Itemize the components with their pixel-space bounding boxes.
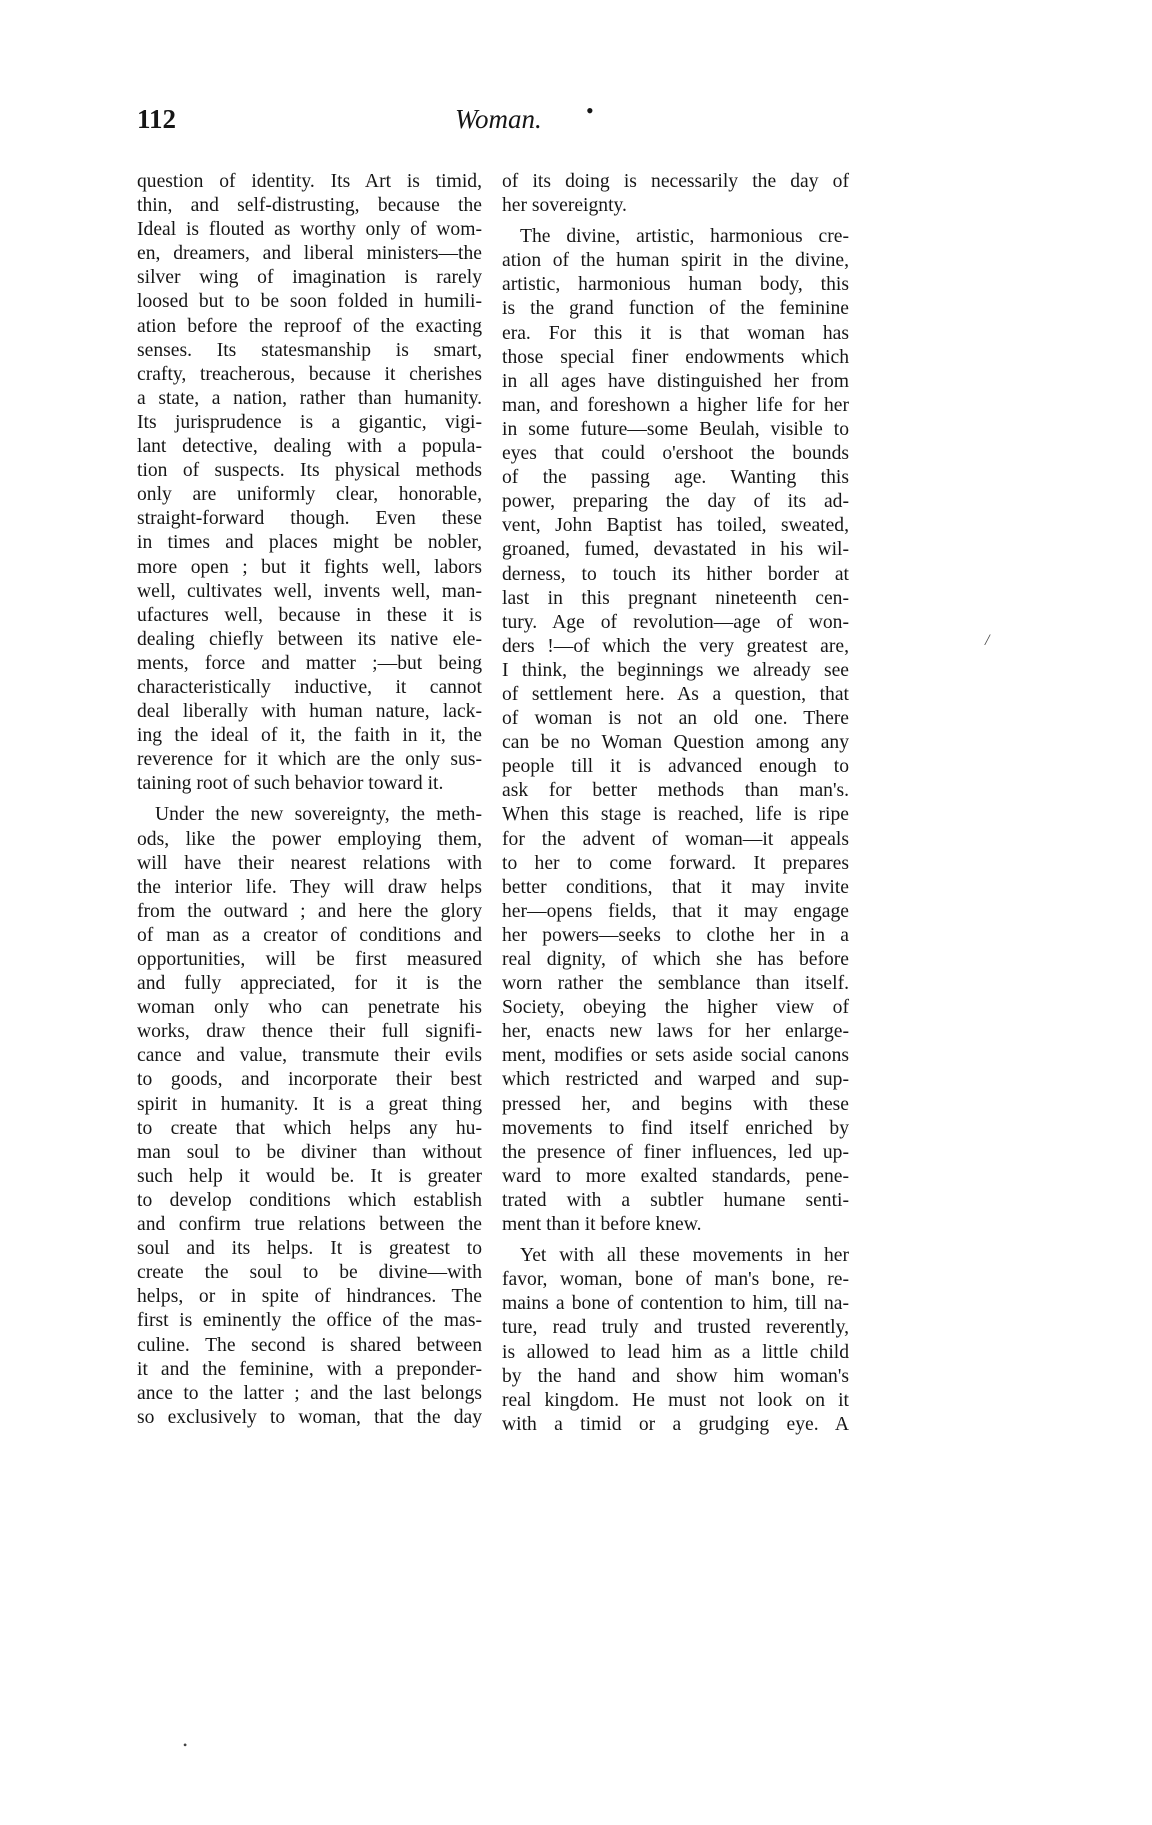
text-line: a state, a nation, rather than humanity. xyxy=(137,387,482,409)
text-line: of man as a creator of conditions and xyxy=(137,924,482,946)
paragraph xyxy=(137,803,482,1429)
text-line: spirit in humanity. It is a great thing xyxy=(137,1093,482,1115)
text-line: in all ages have distinguished her from xyxy=(502,370,849,392)
text-line: woman only who can penetrate his xyxy=(137,997,482,1019)
text-line: well, cultivates well, invents well, man- xyxy=(137,580,482,602)
paragraph-gap xyxy=(137,796,482,803)
text-line: Society, obeying the higher view of xyxy=(502,997,849,1019)
page-number: 112 xyxy=(137,104,177,134)
text-line: helps, or in spite of hindrances. The xyxy=(137,1286,482,1308)
text-line: last in this pregnant nineteenth cen- xyxy=(502,587,849,609)
text-line: in times and places might be nobler, xyxy=(137,532,482,554)
text-line: from the outward ; and here the glory xyxy=(137,900,482,922)
text-line: reverence for it which are the only sus- xyxy=(137,749,482,771)
text-line: the interior life. They will draw helps xyxy=(137,876,482,898)
text-line: to goods, and incorporate their best xyxy=(137,1069,482,1091)
text-line: to develop conditions which establish xyxy=(137,1189,482,1211)
text-line: pressed her, and begins with these xyxy=(502,1093,849,1115)
text-line: ance to the latter ; and the last belongs xyxy=(137,1382,482,1404)
text-line: can be no Woman Question among any xyxy=(502,732,849,754)
text-line: groaned, fumed, devastated in his wil- xyxy=(502,539,849,561)
bottom-dot: • xyxy=(183,1738,188,1752)
text-line: ment, modifies or sets aside social canons xyxy=(502,1045,849,1067)
margin-mark: / xyxy=(985,632,990,649)
text-line: When this stage is reached, life is ripe xyxy=(502,804,849,826)
text-line: ufactures well, because in these it is xyxy=(137,604,482,626)
text-line: derness, to touch its hither border at xyxy=(502,563,849,585)
text-line: to create that which helps any hu- xyxy=(137,1117,482,1139)
left-column xyxy=(137,170,482,1430)
text-line: real kingdom. He must not look on it xyxy=(502,1389,849,1411)
text-line: movements to find itself enriched by xyxy=(502,1117,849,1139)
text-line: and confirm true relations between the xyxy=(137,1214,482,1236)
title-mark: • xyxy=(586,98,594,123)
text-line: her sovereignty. xyxy=(502,195,627,217)
text-line: of woman is not an old one. There xyxy=(502,708,849,730)
text-line: The divine, artistic, harmonious cre- xyxy=(520,226,849,248)
text-line: man, and foreshown a higher life for her xyxy=(502,394,849,416)
text-line: vent, John Baptist has toiled, sweated, xyxy=(502,515,849,537)
text-line: cance and value, transmute their evils xyxy=(137,1045,482,1067)
text-line: artistic, harmonious human body, this xyxy=(502,274,849,296)
text-line: in some future—some Beulah, visible to xyxy=(502,418,849,440)
paragraph xyxy=(502,1244,849,1437)
text-line: question of identity. Its Art is timid, xyxy=(137,171,482,192)
text-line: thin, and self-distrusting, because the xyxy=(137,195,482,217)
text-line: it and the feminine, with a preponder- xyxy=(137,1358,482,1380)
text-line: her—opens fields, that it may engage xyxy=(502,900,849,922)
text-line: lant detective, dealing with a popula- xyxy=(137,436,482,458)
paragraph xyxy=(502,225,849,1237)
text-line: ods, like the power employing them, xyxy=(137,828,482,850)
text-line: of its doing is necessarily the day of xyxy=(502,171,849,192)
text-line: dealing chiefly between its native ele- xyxy=(137,628,482,650)
text-line: the presence of finer influences, led up- xyxy=(502,1141,849,1163)
text-line: loosed but to be soon folded in humili- xyxy=(137,291,482,313)
text-line: will have their nearest relations with xyxy=(137,852,482,874)
text-line: tury. Age of revolution—age of won- xyxy=(502,611,849,633)
text-line: only are uniformly clear, honorable, xyxy=(137,484,482,506)
text-line: Ideal is flouted as worthy only of wom- xyxy=(137,219,482,241)
text-line: silver wing of imagination is rarely xyxy=(137,267,482,289)
text-line: Its jurisprudence is a gigantic, vigi- xyxy=(137,411,482,433)
text-line: tion of suspects. Its physical methods xyxy=(137,460,482,482)
text-line: senses. Its statesmanship is smart, xyxy=(137,339,482,361)
text-line: era. For this it is that woman has xyxy=(502,322,849,344)
text-line: is allowed to lead him as a little child xyxy=(502,1341,849,1363)
text-line: such help it would be. It is greater xyxy=(137,1165,482,1187)
text-line: culine. The second is shared between xyxy=(137,1334,482,1356)
text-line: which restricted and warped and sup- xyxy=(502,1069,849,1091)
right-column xyxy=(502,170,849,1437)
text-line: of the passing age. Wanting this xyxy=(502,467,849,489)
text-line: for the advent of woman—it appeals xyxy=(502,828,849,850)
text-line: ation of the human spirit in the divine, xyxy=(502,250,849,272)
text-line: real dignity, of which she has before xyxy=(502,949,849,970)
text-line: ward to more exalted standards, pene- xyxy=(502,1165,849,1187)
text-line: I think, the beginnings we already see xyxy=(502,659,849,681)
text-line: mains a bone of contention to him, till na- xyxy=(502,1293,849,1315)
text-line: of settlement here. As a question, that xyxy=(502,683,849,705)
text-line: with a timid or a grudging eye. A xyxy=(502,1413,849,1435)
text-line: and fully appreciated, for it is the xyxy=(137,973,482,995)
text-line: so exclusively to woman, that the day xyxy=(137,1406,482,1428)
text-line: crafty, treacherous, because it cherishes xyxy=(137,363,482,385)
text-line: her powers—seeks to clothe her in a xyxy=(502,924,849,946)
text-line: favor, woman, bone of man's bone, re- xyxy=(502,1269,849,1291)
text-line: en, dreamers, and liberal ministers—the xyxy=(137,243,482,265)
text-line: to her to come forward. It prepares xyxy=(502,852,849,874)
text-line: by the hand and show him woman's xyxy=(502,1365,849,1387)
text-line: better conditions, that it may invite xyxy=(502,876,849,898)
text-line: man soul to be diviner than without xyxy=(137,1141,482,1163)
text-line: soul and its helps. It is greatest to xyxy=(137,1238,482,1260)
text-line: eyes that could o'ershoot the bounds xyxy=(502,443,849,465)
paragraph-gap xyxy=(502,218,849,225)
text-line: more open ; but it fights well, labors xyxy=(137,556,482,578)
paragraph xyxy=(137,170,482,796)
text-line: Yet with all these movements in her xyxy=(520,1245,849,1267)
text-line: ders !—of which the very greatest are, xyxy=(502,635,849,657)
text-line: create the soul to be divine—with xyxy=(137,1262,482,1284)
text-line: her, enacts new laws for her enlarge- xyxy=(502,1021,849,1043)
text-line: those special finer endowments which xyxy=(502,346,849,368)
text-line: ation before the reproof of the exacting xyxy=(137,315,482,337)
text-line: first is eminently the office of the mas- xyxy=(137,1310,482,1332)
paragraph xyxy=(502,170,849,218)
text-line: deal liberally with human nature, lack- xyxy=(137,701,482,723)
text-line: taining root of such behavior toward it. xyxy=(137,773,444,795)
text-line: works, draw thence their full signifi- xyxy=(137,1021,482,1043)
text-line: straight-forward though. Even these xyxy=(137,508,482,530)
text-line: worn rather the semblance than itself. xyxy=(502,973,849,995)
text-line: ment than it before knew. xyxy=(502,1214,702,1236)
text-line: opportunities, will be first measured xyxy=(137,949,482,970)
text-line: people till it is advanced enough to xyxy=(502,756,849,778)
text-line: characteristically inductive, it cannot xyxy=(137,676,482,698)
text-line: ture, read truly and trusted reverently, xyxy=(502,1317,849,1339)
paragraph-gap xyxy=(502,1237,849,1244)
text-line: ments, force and matter ;—but being xyxy=(137,652,482,674)
text-line: is the grand function of the feminine xyxy=(502,298,849,320)
text-line: ing the ideal of it, the faith in it, the xyxy=(137,725,482,747)
running-title: Woman. xyxy=(455,104,542,134)
text-line: trated with a subtler humane senti- xyxy=(502,1189,849,1211)
text-line: Under the new sovereignty, the meth- xyxy=(155,804,482,826)
text-line: ask for better methods than man's. xyxy=(502,780,849,802)
text-line: power, preparing the day of its ad- xyxy=(502,491,849,513)
